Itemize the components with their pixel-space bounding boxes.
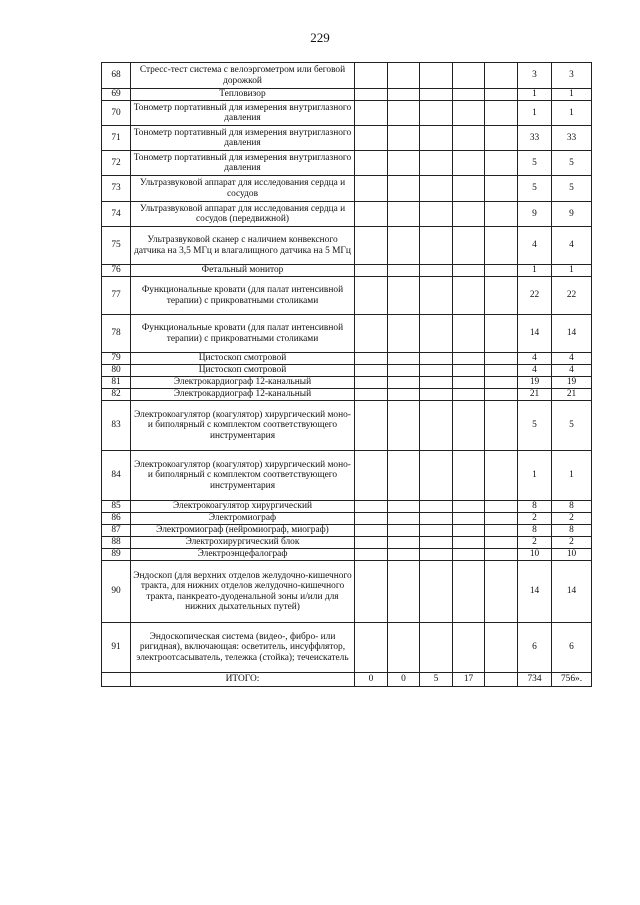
quantity-cell — [420, 513, 453, 525]
quantity-cell: 19 — [518, 377, 552, 389]
quantity-cell — [420, 126, 453, 151]
item-name: Электрокардиограф 12-канальный — [131, 389, 355, 401]
quantity-cell — [388, 561, 420, 623]
row-number: 72 — [102, 151, 131, 176]
quantity-cell — [453, 501, 485, 513]
equipment-table — [101, 62, 592, 687]
quantity-cell — [355, 501, 388, 513]
empty-cell — [485, 513, 518, 525]
quantity-cell — [388, 549, 420, 561]
quantity-cell — [355, 525, 388, 537]
row-number: 76 — [102, 265, 131, 277]
table-row — [102, 513, 592, 525]
row-number: 78 — [102, 315, 131, 353]
table-row — [102, 365, 592, 377]
quantity-cell — [453, 623, 485, 673]
empty-cell — [485, 561, 518, 623]
quantity-cell — [388, 151, 420, 176]
quantity-cell: 5 — [518, 176, 552, 202]
quantity-cell — [388, 377, 420, 389]
item-name: Фетальный монитор — [131, 265, 355, 277]
table-row — [102, 89, 592, 101]
quantity-cell: 1 — [518, 89, 552, 101]
item-name: Электрокардиограф 12-канальный — [131, 377, 355, 389]
quantity-cell: 14 — [518, 561, 552, 623]
table-row — [102, 561, 592, 623]
quantity-cell — [453, 126, 485, 151]
quantity-cell: 5 — [552, 151, 592, 176]
item-name: Тонометр портативный для измерения внутриглазного давления — [131, 101, 355, 126]
quantity-cell: 5 — [552, 176, 592, 202]
item-name: Ультразвуковой аппарат для исследования сердца и сосудов (передвижной) — [131, 202, 355, 227]
row-number: 71 — [102, 126, 131, 151]
quantity-cell: 8 — [552, 501, 592, 513]
quantity-cell — [453, 377, 485, 389]
quantity-cell: 14 — [518, 315, 552, 353]
quantity-cell — [453, 63, 485, 89]
quantity-cell — [420, 202, 453, 227]
quantity-cell: 10 — [518, 549, 552, 561]
quantity-cell — [388, 353, 420, 365]
table-row — [102, 401, 592, 451]
quantity-cell — [420, 277, 453, 315]
item-name: Электроэнцефалограф — [131, 549, 355, 561]
quantity-cell — [420, 176, 453, 202]
quantity-cell — [420, 389, 453, 401]
item-name: Электрохирургический блок — [131, 537, 355, 549]
quantity-cell — [388, 202, 420, 227]
empty-cell — [485, 265, 518, 277]
quantity-cell — [388, 101, 420, 126]
quantity-cell — [388, 126, 420, 151]
quantity-cell — [388, 513, 420, 525]
quantity-cell — [453, 202, 485, 227]
total-cell: 17 — [453, 673, 485, 687]
quantity-cell: 21 — [518, 389, 552, 401]
empty-cell — [485, 353, 518, 365]
quantity-cell — [453, 549, 485, 561]
quantity-cell — [355, 623, 388, 673]
empty-cell — [485, 202, 518, 227]
row-number: 81 — [102, 377, 131, 389]
quantity-cell — [355, 101, 388, 126]
quantity-cell — [355, 151, 388, 176]
quantity-cell — [420, 451, 453, 501]
quantity-cell: 5 — [552, 401, 592, 451]
empty-cell — [485, 365, 518, 377]
quantity-cell: 9 — [552, 202, 592, 227]
table-row — [102, 623, 592, 673]
quantity-cell: 4 — [552, 365, 592, 377]
quantity-cell — [388, 227, 420, 265]
quantity-cell — [355, 365, 388, 377]
row-number: 82 — [102, 389, 131, 401]
empty-cell — [485, 501, 518, 513]
empty-cell — [485, 549, 518, 561]
quantity-cell — [453, 401, 485, 451]
quantity-cell: 1 — [552, 101, 592, 126]
table-row — [102, 377, 592, 389]
row-number: 85 — [102, 501, 131, 513]
quantity-cell — [453, 525, 485, 537]
quantity-cell — [355, 227, 388, 265]
quantity-cell: 22 — [552, 277, 592, 315]
item-name: Электрокоагулятор (коагулятор) хирургический моно- и биполярный с комплектом соответствующего инструментария — [131, 451, 355, 501]
empty-cell — [485, 277, 518, 315]
quantity-cell: 8 — [552, 525, 592, 537]
item-name: Стресс-тест система с велоэргометром или беговой дорожкой — [131, 63, 355, 89]
quantity-cell — [355, 389, 388, 401]
quantity-cell — [355, 561, 388, 623]
empty-cell — [485, 101, 518, 126]
quantity-cell: 1 — [518, 101, 552, 126]
quantity-cell — [355, 176, 388, 202]
quantity-cell — [388, 525, 420, 537]
quantity-cell — [420, 501, 453, 513]
table-row — [102, 101, 592, 126]
item-name: Цистоскоп смотровой — [131, 365, 355, 377]
row-number: 89 — [102, 549, 131, 561]
quantity-cell: 22 — [518, 277, 552, 315]
total-label: ИТОГО: — [131, 673, 355, 687]
row-number: 69 — [102, 89, 131, 101]
quantity-cell — [420, 561, 453, 623]
quantity-cell — [453, 151, 485, 176]
quantity-cell: 1 — [518, 451, 552, 501]
item-name: Тонометр портативный для измерения внутриглазного давления — [131, 126, 355, 151]
quantity-cell — [355, 89, 388, 101]
empty-cell — [485, 89, 518, 101]
row-number: 70 — [102, 101, 131, 126]
quantity-cell — [453, 537, 485, 549]
quantity-cell — [453, 176, 485, 202]
row-number: 79 — [102, 353, 131, 365]
quantity-cell — [453, 265, 485, 277]
table-row — [102, 315, 592, 353]
quantity-cell: 1 — [518, 265, 552, 277]
quantity-cell: 5 — [518, 401, 552, 451]
row-number: 74 — [102, 202, 131, 227]
table-row — [102, 227, 592, 265]
item-name: Электромиограф — [131, 513, 355, 525]
quantity-cell — [355, 549, 388, 561]
row-number: 68 — [102, 63, 131, 89]
quantity-cell — [388, 537, 420, 549]
item-name: Тонометр портативный для измерения внутриглазного давления — [131, 151, 355, 176]
empty-cell — [485, 389, 518, 401]
quantity-cell — [420, 525, 453, 537]
row-number: 75 — [102, 227, 131, 265]
quantity-cell: 14 — [552, 315, 592, 353]
quantity-cell: 6 — [518, 623, 552, 673]
item-name: Функциональные кровати (для палат интенсивной терапии) с прикроватными столиками — [131, 277, 355, 315]
quantity-cell — [420, 227, 453, 265]
quantity-cell: 9 — [518, 202, 552, 227]
quantity-cell — [420, 89, 453, 101]
empty-cell — [485, 151, 518, 176]
quantity-cell — [388, 89, 420, 101]
quantity-cell — [453, 101, 485, 126]
table-row — [102, 525, 592, 537]
table-row — [102, 451, 592, 501]
quantity-cell: 4 — [518, 353, 552, 365]
quantity-cell: 33 — [518, 126, 552, 151]
quantity-cell — [420, 315, 453, 353]
table-row — [102, 202, 592, 227]
quantity-cell — [388, 401, 420, 451]
table-row — [102, 537, 592, 549]
table-row — [102, 151, 592, 176]
quantity-cell — [420, 623, 453, 673]
empty-cell — [485, 176, 518, 202]
quantity-cell — [453, 389, 485, 401]
row-number: 90 — [102, 561, 131, 623]
table-row — [102, 277, 592, 315]
item-name: Тепловизор — [131, 89, 355, 101]
total-row — [102, 673, 592, 687]
empty-cell — [485, 673, 518, 687]
quantity-cell — [355, 265, 388, 277]
quantity-cell — [388, 501, 420, 513]
table-row — [102, 176, 592, 202]
quantity-cell — [388, 265, 420, 277]
quantity-cell: 2 — [518, 537, 552, 549]
item-name: Электромиограф (нейромиограф, миограф) — [131, 525, 355, 537]
quantity-cell — [388, 389, 420, 401]
quantity-cell — [420, 151, 453, 176]
total-cell: 0 — [355, 673, 388, 687]
quantity-cell — [420, 377, 453, 389]
quantity-cell — [453, 451, 485, 501]
row-number: 77 — [102, 277, 131, 315]
quantity-cell — [453, 561, 485, 623]
quantity-cell: 3 — [518, 63, 552, 89]
total-cell: 5 — [420, 673, 453, 687]
item-name: Электрокоагулятор (коагулятор) хирургический моно- и биполярный с комплектом соответствующего инструментария — [131, 401, 355, 451]
quantity-cell: 1 — [552, 89, 592, 101]
quantity-cell: 14 — [552, 561, 592, 623]
empty-cell — [485, 63, 518, 89]
table-row — [102, 501, 592, 513]
quantity-cell — [355, 353, 388, 365]
empty-cell — [485, 315, 518, 353]
row-number: 87 — [102, 525, 131, 537]
quantity-cell: 4 — [552, 227, 592, 265]
quantity-cell — [355, 202, 388, 227]
total-cell: 756». — [552, 673, 592, 687]
empty-cell — [485, 623, 518, 673]
quantity-cell: 1 — [552, 265, 592, 277]
quantity-cell — [388, 63, 420, 89]
item-name: Ультразвуковой сканер с наличием конвексного датчика на 3,5 МГц и влагалищного датчика на 5 МГц — [131, 227, 355, 265]
empty-cell — [485, 227, 518, 265]
quantity-cell — [388, 365, 420, 377]
quantity-cell — [453, 353, 485, 365]
quantity-cell — [420, 365, 453, 377]
quantity-cell — [355, 63, 388, 89]
row-number: 91 — [102, 623, 131, 673]
empty-cell — [485, 377, 518, 389]
quantity-cell: 2 — [552, 513, 592, 525]
item-name: Цистоскоп смотровой — [131, 353, 355, 365]
quantity-cell — [388, 277, 420, 315]
quantity-cell — [388, 451, 420, 501]
quantity-cell — [388, 623, 420, 673]
item-name: Функциональные кровати (для палат интенсивной терапии) с прикроватными столиками — [131, 315, 355, 353]
quantity-cell: 2 — [518, 513, 552, 525]
quantity-cell — [355, 451, 388, 501]
table-row — [102, 549, 592, 561]
quantity-cell: 33 — [552, 126, 592, 151]
quantity-cell — [453, 277, 485, 315]
quantity-cell — [355, 315, 388, 353]
quantity-cell: 5 — [518, 151, 552, 176]
page-number: 229 — [310, 30, 330, 45]
row-number: 80 — [102, 365, 131, 377]
quantity-cell: 4 — [518, 365, 552, 377]
quantity-cell: 8 — [518, 525, 552, 537]
empty-cell — [485, 401, 518, 451]
quantity-cell: 21 — [552, 389, 592, 401]
row-number: 84 — [102, 451, 131, 501]
quantity-cell: 6 — [552, 623, 592, 673]
quantity-cell — [420, 101, 453, 126]
empty-cell — [102, 673, 131, 687]
item-name: Электрокоагулятор хирургический — [131, 501, 355, 513]
quantity-cell — [420, 353, 453, 365]
row-number: 88 — [102, 537, 131, 549]
quantity-cell — [420, 265, 453, 277]
empty-cell — [485, 126, 518, 151]
quantity-cell — [355, 377, 388, 389]
quantity-cell — [453, 513, 485, 525]
empty-cell — [485, 451, 518, 501]
quantity-cell — [355, 537, 388, 549]
quantity-cell: 10 — [552, 549, 592, 561]
item-name: Эндоскопическая система (видео-, фибро- или ригидная), включающая: осветитель, инсуффлятор, электроотсасыватель, тележка (стойка); течеискатель — [131, 623, 355, 673]
table-row — [102, 353, 592, 365]
quantity-cell — [355, 401, 388, 451]
quantity-cell — [388, 315, 420, 353]
quantity-cell: 4 — [518, 227, 552, 265]
quantity-cell — [453, 89, 485, 101]
quantity-cell — [388, 176, 420, 202]
quantity-cell — [453, 315, 485, 353]
total-cell: 0 — [388, 673, 420, 687]
quantity-cell — [420, 401, 453, 451]
table-row — [102, 265, 592, 277]
item-name: Эндоскоп (для верхних отделов желудочно-кишечного тракта, для нижних отделов желудочно-кишечного тракта, панкреато-дуоденальной зоны и/или для нижних дыхательных путей) — [131, 561, 355, 623]
quantity-cell — [355, 513, 388, 525]
row-number: 73 — [102, 176, 131, 202]
quantity-cell: 4 — [552, 353, 592, 365]
empty-cell — [485, 537, 518, 549]
quantity-cell: 2 — [552, 537, 592, 549]
quantity-cell — [420, 537, 453, 549]
quantity-cell — [453, 227, 485, 265]
quantity-cell: 3 — [552, 63, 592, 89]
empty-cell — [485, 525, 518, 537]
table-row — [102, 63, 592, 89]
quantity-cell — [355, 126, 388, 151]
quantity-cell: 19 — [552, 377, 592, 389]
row-number: 83 — [102, 401, 131, 451]
row-number: 86 — [102, 513, 131, 525]
quantity-cell — [420, 63, 453, 89]
total-cell: 734 — [518, 673, 552, 687]
table-row — [102, 126, 592, 151]
quantity-cell — [355, 277, 388, 315]
quantity-cell: 8 — [518, 501, 552, 513]
quantity-cell — [453, 365, 485, 377]
table-row — [102, 389, 592, 401]
item-name: Ультразвуковой аппарат для исследования сердца и сосудов — [131, 176, 355, 202]
quantity-cell — [420, 549, 453, 561]
quantity-cell: 1 — [552, 451, 592, 501]
